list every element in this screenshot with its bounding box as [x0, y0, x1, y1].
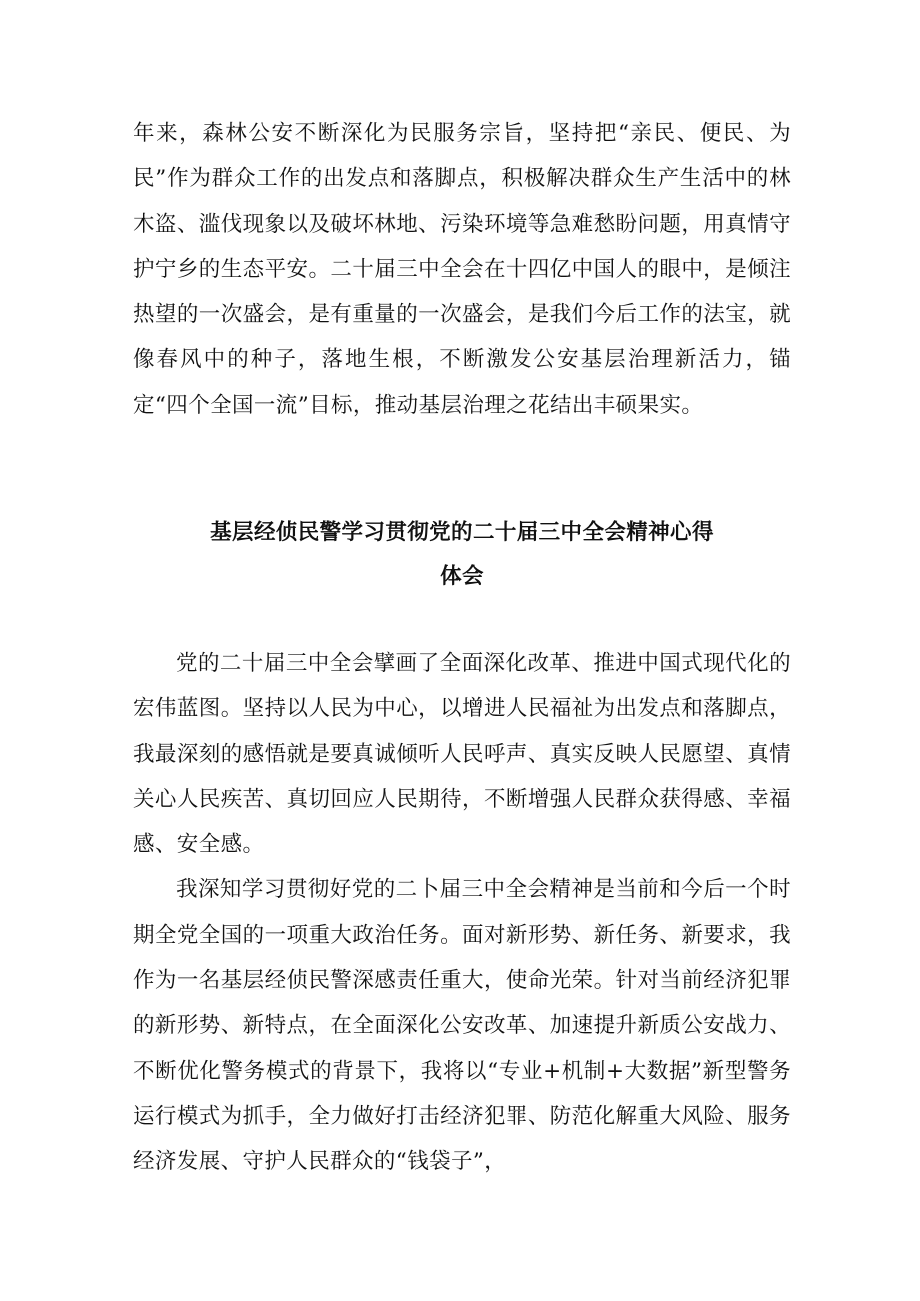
- body-paragraph-2: 我深知学习贯彻好党的二卜届三中全会精神是当前和今后一个时期全党全国的一项重大政治任务。面对新形势、新任务、新要求，我作为一名基层经侦民警深感责任重大，使命光荣。针对当前经济犯罪的新形势、新特点，在全面深化公安改革、加速提升新质公安战力、不断优化警务模式的背景下，我将以“专业+机制+大数据”新型警务运行模式为抓手，全力做好打击经济犯罪、防范化解重大风险、服务经济发展、守护人民群众的“钱袋子”，: [133, 877, 791, 1175]
- article-title-line-2: 体会: [440, 564, 484, 589]
- continuation-paragraph: 年来，森林公安不断深化为民服务宗旨，坚持把“亲民、便民、为民”作为群众工作的出发点和落脚点，积极解决群众生产生活中的林木盗、滥伐现象以及破坏林地、污染环境等急难愁盼问题，用真情守护宁乡的生态平安。二十届三中全会在十四亿中国人的眼中，是倾注热望的一次盛会，是有重量的一次盛会，是我们今后工作的法宝，就像春风中的种子，落地生根，不断激发公安基层治理新活力，锚定“四个全国一流”目标，推动基层治理之花结出丰硕果实。: [133, 121, 791, 418]
- continuation-text-block: [133, 111, 791, 428]
- article-title-line-1: 基层经侦民警学习贯彻党的二十届三中全会精神心得: [210, 520, 714, 545]
- body-paragraph-1: 党的二十届三中全会擘画了全面深化改革、推进中国式现代化的宏伟蓝图。坚持以人民为中心，以增进人民福祉为出发点和落脚点，我最深刻的感悟就是要真诚倾听人民呼声、真实反映人民愿望、真情关心人民疾苦、真切回应人民期待，不断增强人民群众获得感、幸福感、安全感。: [133, 651, 791, 858]
- body-text-block: [133, 641, 791, 1185]
- article-title: [133, 511, 791, 599]
